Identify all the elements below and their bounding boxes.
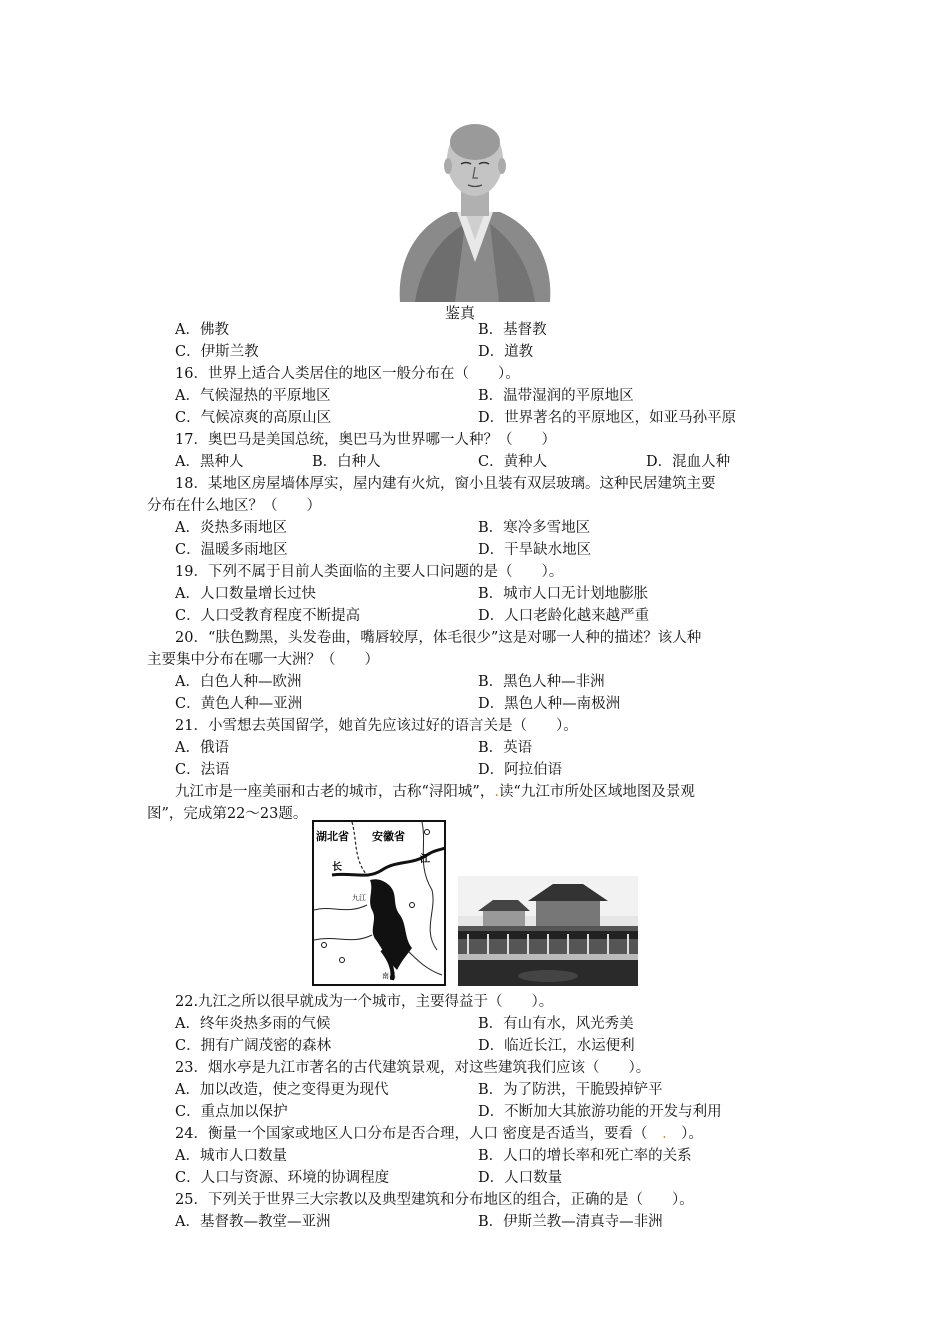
q18-stem-line1: 18．某地区房屋墙体厚实，屋内建有火炕，窗小且装有双层玻璃。这种民居建筑主要 — [175, 476, 716, 492]
yanshui-pavilion-photo-icon — [458, 876, 638, 986]
q20-option-d: D．黑色人种—南极洲 — [478, 696, 621, 712]
q24-stem — [175, 1124, 703, 1144]
q21-option-a: A．俄语 — [175, 740, 229, 756]
q19-option-c: C．人口受教育程度不断提高 — [175, 608, 361, 624]
q16-option-a: A．气候湿热的平原地区 — [175, 388, 331, 404]
map-label-chang: 长 — [332, 862, 342, 873]
q25-option-b: B．伊斯兰教—清真寺—非洲 — [478, 1214, 663, 1230]
q22-stem: 22.九江之所以很早就成为一个城市，主要得益于（ ）。 — [175, 994, 554, 1010]
passage-mark: . — [494, 784, 499, 800]
q18-option-a: A．炎热多雨地区 — [175, 520, 287, 536]
passage-line1-a: 九江市是一座美丽和古老的城市，古称“浔阳城”， — [175, 784, 495, 800]
q17-stem: 17．奥巴马是美国总统，奥巴马为世界哪一人种？（ ） — [175, 432, 556, 448]
q22-option-a: A．终年炎热多雨的气候 — [175, 1016, 331, 1032]
monk-portrait-icon — [395, 112, 555, 302]
q24-mark: . — [662, 1126, 667, 1142]
q21-option-b: B．英语 — [478, 740, 533, 756]
q23-option-b: B．为了防洪，干脆毁掉铲平 — [478, 1082, 663, 1098]
q20-option-c: C．黄色人种—亚洲 — [175, 696, 303, 712]
q18-option-d: D．干旱缺水地区 — [478, 542, 592, 558]
q24-option-b: B．人口的增长率和死亡率的关系 — [478, 1148, 692, 1164]
jiujiang-region-map-icon — [312, 820, 446, 986]
q24-option-a: A．城市人口数量 — [175, 1148, 287, 1164]
passage-line1-b: 读“九江市所处区域地图及景观 — [498, 784, 695, 800]
q22-option-d: D．临近长江，水运便利 — [478, 1038, 635, 1054]
q24-stem-b: ）。 — [666, 1126, 703, 1142]
q24-option-d: D．人口数量 — [478, 1170, 563, 1186]
q25-option-a: A．基督教—教堂—亚洲 — [175, 1214, 331, 1230]
q24-option-c: C．人口与资源、环境的协调程度 — [175, 1170, 390, 1186]
q23-stem: 23．烟水亭是九江市著名的古代建筑景观，对这些建筑我们应该（ ）。 — [175, 1060, 651, 1076]
map-label-hubei: 湖北省 — [316, 830, 349, 843]
q21-option-c: C．法语 — [175, 762, 230, 778]
q20-option-b: B．黑色人种—非洲 — [478, 674, 605, 690]
q16-option-c: C．气候凉爽的高原山区 — [175, 410, 332, 426]
q24-stem-a: 24．衡量一个国家或地区人口分布是否合理，人口 密度是否适当，要看（ — [175, 1126, 663, 1142]
q17-option-d: D．混血人种 — [646, 454, 731, 470]
q22-option-c: C．拥有广阔茂密的森林 — [175, 1038, 332, 1054]
q20-stem-line1: 20．“肤色黝黑，头发卷曲，嘴唇较厚，体毛很少”这是对哪一人种的描述？该人种 — [175, 630, 702, 646]
q15-option-b: B．基督教 — [478, 322, 547, 338]
q18-option-c: C．温暖多雨地区 — [175, 542, 288, 558]
q18-stem-line2: 分布在什么地区？（ ） — [147, 498, 321, 514]
q17-option-c: C．黄种人 — [478, 454, 548, 470]
q15-option-c: C．伊斯兰教 — [175, 344, 259, 360]
q16-option-b: B．温带湿润的平原地区 — [478, 388, 634, 404]
portrait-caption: 鉴真 — [445, 304, 476, 322]
q19-stem: 19．下列不属于目前人类面临的主要人口问题的是（ ）。 — [175, 564, 564, 580]
map-label-anhui: 安徽省 — [372, 830, 405, 843]
passage-line2: 图”，完成第22～23题。 — [147, 806, 308, 822]
q17-option-a: A．黑种人 — [175, 454, 244, 470]
q19-option-d: D．人口老龄化越来越严重 — [478, 608, 650, 624]
q25-stem: 25．下列关于世界三大宗教以及典型建筑和分布地区的组合，正确的是（ ）。 — [175, 1192, 694, 1208]
q15-option-d: D．道教 — [478, 344, 534, 360]
map-label-jiang: 江 — [420, 854, 430, 865]
q22-option-b: B．有山有水，风光秀美 — [478, 1016, 634, 1032]
q23-option-c: C．重点加以保护 — [175, 1104, 288, 1120]
q21-option-d: D．阿拉伯语 — [478, 762, 563, 778]
q19-option-b: B．城市人口无计划地膨胀 — [478, 586, 649, 602]
q18-option-b: B．寒冷多雪地区 — [478, 520, 591, 536]
q16-option-d: D．世界著名的平原地区，如亚马孙平原 — [478, 410, 737, 426]
map-label-jiujiang: 九江 — [352, 894, 366, 902]
q20-stem-line2: 主要集中分布在哪一大洲？（ ） — [147, 652, 379, 668]
q23-option-d: D．不断加大其旅游功能的开发与利用 — [478, 1104, 722, 1120]
q20-option-a: A．白色人种—欧洲 — [175, 674, 302, 690]
q17-option-b: B．白种人 — [312, 454, 381, 470]
q23-option-a: A．加以改造，使之变得更为现代 — [175, 1082, 389, 1098]
map-label-nanchang: 南昌 — [382, 972, 396, 980]
q21-stem: 21．小雪想去英国留学，她首先应该过好的语言关是（ ）。 — [175, 718, 578, 734]
passage-line1 — [175, 782, 695, 802]
q19-option-a: A．人口数量增长过快 — [175, 586, 316, 602]
q16-stem: 16．世界上适合人类居住的地区一般分布在（ ）。 — [175, 366, 520, 382]
q15-option-a: A．佛教 — [175, 322, 229, 338]
